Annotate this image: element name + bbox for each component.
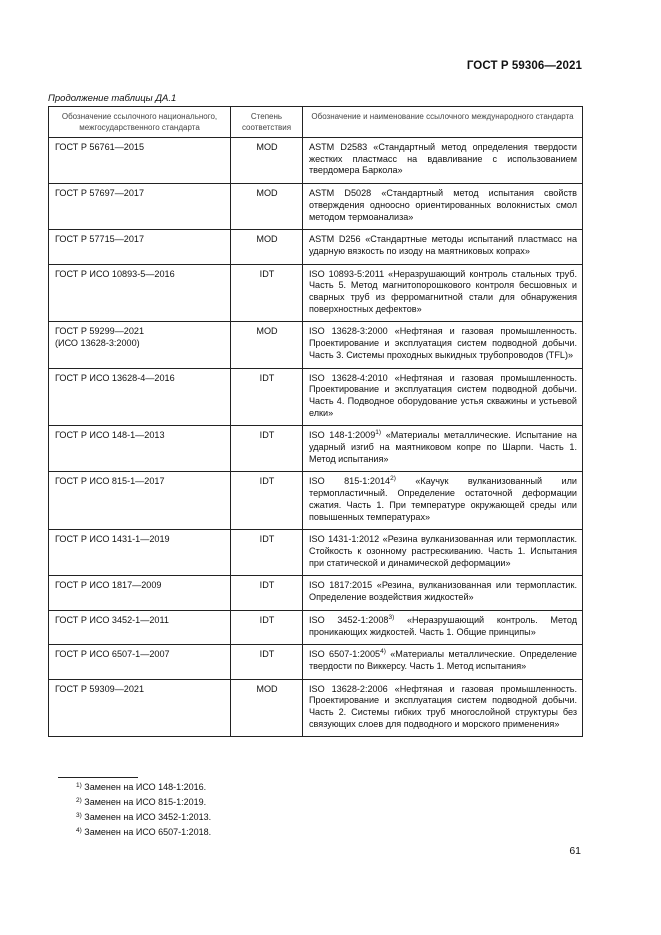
international-standard-code: ISO 815-1:2014 bbox=[309, 476, 391, 487]
reference-standards-table bbox=[48, 106, 583, 737]
table-row bbox=[49, 472, 583, 530]
national-standard-cell bbox=[49, 576, 231, 610]
national-standard-cell bbox=[49, 645, 231, 679]
footnote-text: Заменен на ИСО 6507-1:2018. bbox=[84, 826, 212, 837]
national-standard-cell bbox=[49, 264, 231, 322]
table-row bbox=[49, 138, 583, 184]
table-row bbox=[49, 322, 583, 368]
degree-cell: MOD bbox=[231, 679, 303, 737]
international-standard-title: «Стандартный метод испытания свойств отверждения одноосно ориентированных волокнистых смол методом термоанализа» bbox=[309, 188, 577, 222]
international-standard-cell bbox=[303, 264, 583, 322]
national-standard-code: ГОСТ Р ИСО 1431-1—2019 bbox=[55, 534, 170, 545]
degree-cell: IDT bbox=[231, 530, 303, 576]
national-standard-code: ГОСТ Р 57715—2017 bbox=[55, 234, 145, 245]
international-standard-code: ISO 1817:2015 bbox=[309, 580, 373, 591]
table-row bbox=[49, 530, 583, 576]
footnote-text: Заменен на ИСО 3452-1:2013. bbox=[84, 811, 212, 822]
footnote-marker: 2) bbox=[390, 475, 396, 483]
national-standard-code: ГОСТ Р 59309—2021 bbox=[55, 683, 145, 694]
international-standard-code: ISO 6507-1:2005 bbox=[309, 649, 381, 660]
footnote-marker: 3) bbox=[388, 613, 395, 621]
footnote-mark: 1) bbox=[76, 782, 82, 789]
document-code: ГОСТ Р 59306—2021 bbox=[466, 60, 582, 72]
footnote bbox=[76, 825, 211, 840]
degree-cell: MOD bbox=[231, 322, 303, 368]
table-caption: Продолжение таблицы ДА.1 bbox=[48, 93, 177, 104]
table-row bbox=[49, 368, 583, 426]
national-standard-cell bbox=[49, 230, 231, 264]
international-standard-code: ISO 13628-2:2006 bbox=[309, 683, 388, 694]
national-standard-cell bbox=[49, 472, 231, 530]
footnote-marker: 4) bbox=[380, 648, 386, 656]
degree-cell: IDT bbox=[231, 610, 303, 644]
national-standard-code: ГОСТ Р ИСО 3452-1—2011 bbox=[55, 614, 169, 625]
national-standard-code: ГОСТ Р ИСО 13628-4—2016 bbox=[55, 372, 175, 383]
international-standard-cell bbox=[303, 472, 583, 530]
international-standard-title: «Неразрушающий контроль стальных труб. Часть 5. Метод магнитопорошкового контроля бесшовных и сварных труб из ферромагнитной стали для обнаружения поверхностных дефектов» bbox=[309, 268, 577, 314]
national-standard-code: ГОСТ Р 59299—2021 bbox=[55, 326, 145, 337]
table-body bbox=[49, 138, 583, 737]
international-standard-cell bbox=[303, 230, 583, 264]
international-standard-code: ASTM D256 bbox=[309, 234, 361, 245]
national-standard-code: ГОСТ Р ИСО 6507-1—2007 bbox=[55, 649, 170, 660]
international-standard-title: «Нефтяная и газовая промышленность. Проектирование и эксплуатация систем подводной добычи. Часть 2. Системы гибких труб многослойной структуры без связующих слоев для подводного и морского применения» bbox=[309, 683, 577, 729]
degree-cell: MOD bbox=[231, 138, 303, 184]
international-standard-title: «Материалы металлические. Испытание на ударный изгиб на маятниковом копре по Шарпи. Часть 1. Метод испытания» bbox=[309, 430, 577, 464]
national-standard-cell bbox=[49, 426, 231, 472]
international-standard-title: «Стандартные методы испытаний пластмасс на ударную вязкость по изоду на маятниковых копрах» bbox=[309, 234, 578, 256]
footnote-text: Заменен на ИСО 148-1:2016. bbox=[84, 782, 207, 792]
international-standard-title: «Материалы металлические. Определение твердости по Виккерсу. Часть 1. Метод испытания» bbox=[309, 649, 577, 671]
national-standard-code: ГОСТ Р 56761—2015 bbox=[55, 142, 145, 152]
degree-cell: IDT bbox=[231, 264, 303, 322]
international-standard-title: «Неразрушающий контроль. Метод проникающих жидкостей. Часть 1. Общие принципы» bbox=[309, 614, 578, 637]
page-number: 61 bbox=[569, 845, 581, 857]
table-row bbox=[49, 230, 583, 264]
table-row bbox=[49, 576, 583, 610]
degree-cell: MOD bbox=[231, 184, 303, 230]
header-international-standard: Обозначение и наименование ссылочного международного стандарта bbox=[303, 107, 583, 138]
table-row bbox=[49, 426, 583, 472]
table-row bbox=[49, 264, 583, 322]
footnote-marker: 1) bbox=[375, 429, 382, 437]
international-standard-title: «Нефтяная и газовая промышленность. Проектирование и эксплуатация систем подводной добычи. Часть 3. Системы проходных выкидных трубопроводов (TFL)» bbox=[309, 326, 577, 360]
table-row bbox=[49, 610, 583, 644]
international-standard-cell bbox=[303, 679, 583, 737]
national-standard-code: ГОСТ Р ИСО 10893-5—2016 bbox=[55, 268, 175, 279]
international-standard-title: «Резина вулканизованная или термопластик. Стойкость к озонному растрескиванию. Часть 1. Испытания при статической и динамической деформации» bbox=[309, 534, 577, 568]
international-standard-code: ASTM D2583 bbox=[309, 142, 368, 152]
footnotes bbox=[76, 780, 211, 840]
international-standard-code: ISO 13628-4:2010 bbox=[309, 372, 388, 383]
national-standard-note: (ИСО 13628-3:2000) bbox=[55, 338, 140, 349]
international-standard-code: ISO 148-1:2009 bbox=[309, 430, 376, 441]
international-standard-cell bbox=[303, 322, 583, 368]
international-standard-cell bbox=[303, 530, 583, 576]
footnote-mark: 2) bbox=[76, 796, 82, 804]
international-standard-cell bbox=[303, 576, 583, 610]
national-standard-cell bbox=[49, 322, 231, 368]
national-standard-cell bbox=[49, 184, 231, 230]
international-standard-title: «Резина, вулканизованная или термопластик. Определение воздействия жидкостей» bbox=[309, 580, 577, 603]
table-row bbox=[49, 679, 583, 737]
national-standard-code: ГОСТ Р ИСО 1817—2009 bbox=[55, 580, 162, 591]
table-row bbox=[49, 645, 583, 679]
international-standard-code: ASTM D5028 bbox=[309, 188, 372, 199]
national-standard-cell bbox=[49, 530, 231, 576]
degree-cell: IDT bbox=[231, 576, 303, 610]
international-standard-code: ISO 1431-1:2012 bbox=[309, 534, 380, 545]
header-national-standard: Обозначение ссылочного национального, межгосударственного стандарта bbox=[49, 107, 231, 138]
footnote-text: Заменен на ИСО 815-1:2019. bbox=[84, 796, 207, 807]
degree-cell: IDT bbox=[231, 426, 303, 472]
table-header-row bbox=[49, 107, 583, 138]
national-standard-code: ГОСТ Р ИСО 148-1—2013 bbox=[55, 430, 165, 441]
degree-cell: IDT bbox=[231, 472, 303, 530]
international-standard-title: «Нефтяная и газовая промышленность. Проектирование и эксплуатация систем подводной добычи. Часть 4. Подводное оборудование устья скважины и устьевой елки» bbox=[309, 372, 577, 418]
footnote bbox=[76, 810, 211, 825]
national-standard-cell bbox=[49, 679, 231, 737]
international-standard-title: «Стандартный метод определения твердости жестких пластмасс на вдавливание с использованием твердомера Баркола» bbox=[309, 142, 577, 176]
international-standard-cell bbox=[303, 645, 583, 679]
international-standard-cell bbox=[303, 610, 583, 644]
degree-cell: IDT bbox=[231, 645, 303, 679]
footnote bbox=[76, 795, 211, 810]
national-standard-cell bbox=[49, 610, 231, 644]
international-standard-code: ISO 3452-1:2008 bbox=[309, 614, 389, 625]
national-standard-code: ГОСТ Р 57697—2017 bbox=[55, 188, 145, 199]
international-standard-code: ISO 13628-3:2000 bbox=[309, 326, 388, 337]
international-standard-title: «Каучук вулканизованный или термопластичный. Определение остаточной деформации сжатия. Часть 1. При температуре окружающей среды или повышенных температурах» bbox=[309, 476, 577, 522]
header-degree: Степень соответствия bbox=[231, 107, 303, 138]
footnote-separator bbox=[58, 777, 138, 778]
degree-cell: MOD bbox=[231, 230, 303, 264]
international-standard-cell bbox=[303, 368, 583, 426]
international-standard-cell bbox=[303, 138, 583, 184]
national-standard-cell bbox=[49, 138, 231, 184]
national-standard-code: ГОСТ Р ИСО 815-1—2017 bbox=[55, 476, 165, 487]
table-row bbox=[49, 184, 583, 230]
footnote bbox=[76, 780, 211, 795]
international-standard-code: ISO 10893-5:2011 bbox=[309, 268, 385, 279]
degree-cell: IDT bbox=[231, 368, 303, 426]
footnote-mark: 4) bbox=[76, 826, 82, 834]
international-standard-cell bbox=[303, 426, 583, 472]
international-standard-cell bbox=[303, 184, 583, 230]
footnote-mark: 3) bbox=[76, 811, 82, 819]
national-standard-cell bbox=[49, 368, 231, 426]
